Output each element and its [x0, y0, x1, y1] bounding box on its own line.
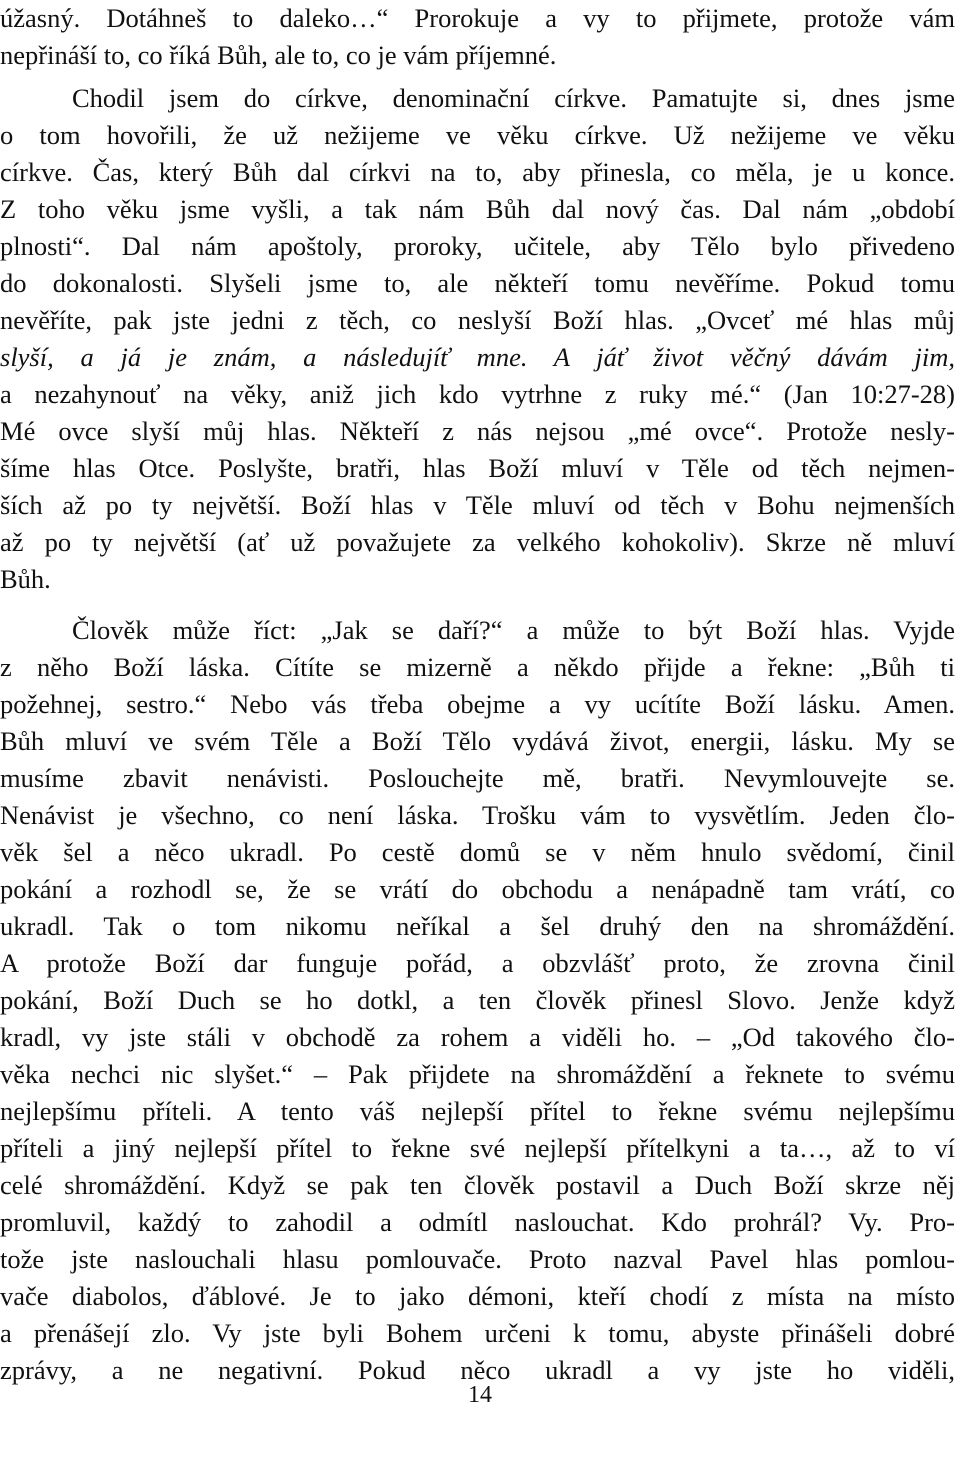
text-line: věka nechci nic slyšet.“ – Pak přijdete na shromáždění a řeknete to svému	[0, 1059, 955, 1089]
text-line: Bůh.	[0, 564, 51, 594]
text-line: a nezahynouť na věky, aniž jich kdo vytrhne z ruky mé.“ (Jan 10:27-28)	[0, 379, 955, 409]
text-line: příteli a jiný nejlepší přítel to řekne své nejlepší přítelkyni a ta…, až to ví	[0, 1133, 955, 1163]
text-line: šíme hlas Otce. Poslyšte, bratři, hlas Boží mluví v Těle od těch nejmen-	[0, 453, 955, 483]
text-line: do dokonalosti. Slyšeli jsme to, ale někteří tomu nevěříme. Pokud tomu	[0, 268, 955, 298]
text-line: ukradl. Tak o tom nikomu neříkal a šel druhý den na shromáždění.	[0, 911, 955, 941]
text-line: církve. Čas, který Bůh dal církvi na to, aby přinesla, co měla, je u konce.	[0, 157, 955, 187]
text-line: Bůh mluví ve svém Těle a Boží Tělo vydává život, energii, lásku. My se	[0, 726, 955, 756]
text-line: tože jste naslouchali hlasu pomlouvače. Proto nazval Pavel hlas pomlou-	[0, 1244, 955, 1274]
text-line: Nenávist je všechno, co není láska. Trošku vám to vysvětlím. Jeden člo-	[0, 800, 955, 830]
text-line: nepřináší to, co říká Bůh, ale to, co je vám příjemné.	[0, 40, 557, 70]
text-line: z něho Boží láska. Cítíte se mizerně a někdo přijde a řekne: „Bůh ti	[0, 652, 955, 682]
text-line: promluvil, každý to zahodil a odmítl naslouchat. Kdo prohrál? Vy. Pro-	[0, 1207, 955, 1237]
text-line: nejlepšímu příteli. A tento váš nejlepší přítel to řekne svému nejlepšímu	[0, 1096, 955, 1126]
text-line: Z toho věku jsme vyšli, a tak nám Bůh dal nový čas. Dal nám „období	[0, 194, 955, 224]
text-line: plnosti“. Dal nám apoštoly, proroky, učitele, aby Tělo bylo přivedeno	[0, 231, 955, 261]
text-line: ších až po ty největší. Boží hlas v Těle mluví od těch v Bohu nejmenších	[0, 490, 955, 520]
page-number: 14	[468, 1382, 492, 1408]
text-line: nevěříte, pak jste jedni z těch, co neslyší Boží hlas. „Ovceť mé hlas můj	[0, 305, 955, 335]
text-line: úžasný. Dotáhneš to daleko…“ Prorokuje a vy to přijmete, protože vám	[0, 3, 955, 33]
text-line: a přenášejí zlo. Vy jste byli Bohem určeni k tomu, abyste přinášeli dobré	[0, 1318, 955, 1348]
text-line: slyší, a já je znám, a následujíť mne. A jáť život věčný dávám jim,	[0, 342, 955, 372]
text-line: věk šel a něco ukradl. Po cestě domů se v něm hnulo svědomí, činil	[0, 837, 955, 867]
text-line: celé shromáždění. Když se pak ten člověk postavil a Duch Boží skrze něj	[0, 1170, 955, 1200]
text-line: zprávy, a ne negativní. Pokud něco ukradl a vy jste ho viděli,	[0, 1355, 955, 1385]
text-line: Chodil jsem do církve, denominační církve. Pamatujte si, dnes jsme	[72, 83, 955, 113]
text-line: musíme zbavit nenávisti. Poslouchejte mě, bratři. Nevymlouvejte se.	[0, 763, 955, 793]
text-line: Mé ovce slyší můj hlas. Někteří z nás nejsou „mé ovce“. Protože nesly-	[0, 416, 955, 446]
text-line: požehnej, sestro.“ Nebo vás třeba obejme a vy ucítíte Boží lásku. Amen.	[0, 689, 955, 719]
text-line: Člověk může říct: „Jak se daří?“ a může to být Boží hlas. Vyjde	[72, 615, 955, 645]
text-line: kradl, vy jste stáli v obchodě za rohem a viděli ho. – „Od takového člo-	[0, 1022, 955, 1052]
text-line: až po ty největší (ať už považujete za velkého kohokoliv). Skrze ně mluví	[0, 527, 955, 557]
text-line: A protože Boží dar funguje pořád, a obzvlášť proto, že zrovna činil	[0, 948, 955, 978]
text-line: o tom hovořili, že už nežijeme ve věku církve. Už nežijeme ve věku	[0, 120, 955, 150]
text-line: pokání, Boží Duch se ho dotkl, a ten člověk přinesl Slovo. Jenže když	[0, 985, 955, 1015]
text-line: pokání a rozhodl se, že se vrátí do obchodu a nenápadně tam vrátí, co	[0, 874, 955, 904]
text-line: vače diabolos, ďáblové. Je to jako démoni, kteří chodí z místa na místo	[0, 1281, 955, 1311]
